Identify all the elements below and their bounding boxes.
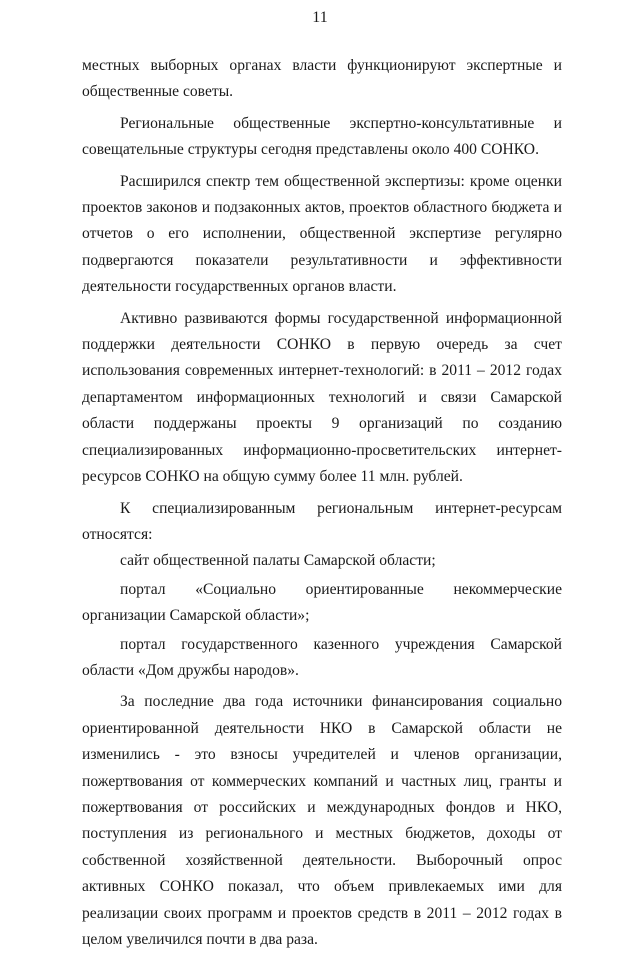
list-item-friendship-portal: портал государственного казенного учреждения Самарской области «Дом дружбы народов». xyxy=(82,635,562,679)
page-number: 11 xyxy=(312,9,328,26)
paragraph-info-support: Активно развиваются формы государственной информационной поддержки деятельности СОНКО в первую очередь за счет использования современных интернет-технологий: в 2011 – 2012 годах департаментом информационных технологий и связи Самарской области поддержаны проекты 9 организаций по созданию специализированных информационно-просветительских интернет-ресурсов СОНКО на общую сумму более 11 млн. рублей. xyxy=(82,309,562,486)
document-body xyxy=(82,53,562,953)
paragraph-expertise: Расширился спектр тем общественной экспертизы: кроме оценки проектов законов и подзаконных актов, проектов областного бюджета и отчетов о его исполнении, общественной экспертизе регулярно подвергаются показатели результативности и эффективности деятельности государственных органов власти. xyxy=(82,172,562,296)
list-item-chamber-site: сайт общественной палаты Самарской области; xyxy=(120,552,436,570)
paragraph-funding-sources: За последние два года источники финансирования социально ориентированной деятельности НКО в Самарской области не изменились - это взносы учредителей и членов организации, пожертвования от коммерческих компаний и частных лиц, гранты и пожертвования от российских и международных фондов и НКО, поступления из регионального и местных бюджетов, доходы от собственной хозяйственной деятельности. Выборочный опрос активных СОНКО показал, что объем привлекаемых ими для реализации своих программ и проектов средств в 2011 – 2012 годах в целом увеличился почти в два раза. xyxy=(82,693,562,948)
paragraph-councils: местных выборных органах власти функционируют экспертные и общественные советы. xyxy=(82,57,562,101)
paragraph-structures: Региональные общественные экспертно-консультативные и совещательные структуры сегодня представлены около 400 СОНКО. xyxy=(82,114,562,159)
list-item-sonko-portal: портал «Социально ориентированные некоммерческие организации Самарской области»; xyxy=(82,580,562,625)
paragraph-resources-intro: К специализированным региональным интернет-ресурсам относятся: xyxy=(82,499,562,543)
